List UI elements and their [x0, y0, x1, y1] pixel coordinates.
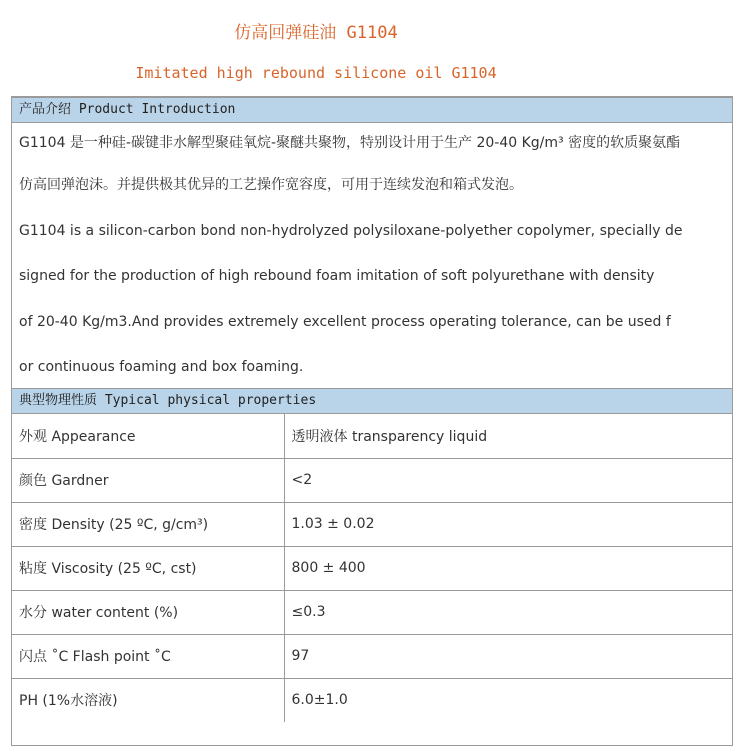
property-name: 外观 Appearance — [12, 414, 284, 458]
title-english: Imitated high rebound silicone oil G1104 — [135, 64, 497, 82]
section-header-properties: 典型物理性质 Typical physical properties — [12, 388, 732, 414]
intro-line: 仿高回弹泡沫。并提供极其优异的工艺操作宽容度，可用于连续发泡和箱式发泡。 — [19, 177, 523, 193]
intro-line: G1104 是一种硅-碳键非水解型聚硅氧烷-聚醚共聚物，特别设计用于生产 20-40 Kg/m³ 密度的软质聚氨酯 — [19, 135, 681, 151]
intro-line: signed for the production of high rebound foam imitation of soft polyurethane with density — [19, 268, 655, 284]
property-value: ≤0.3 — [284, 590, 732, 634]
property-name: 水分 water content (%) — [12, 590, 284, 634]
table-row — [12, 546, 732, 590]
intro-line: G1104 is a silicon-carbon bond non-hydrolyzed polysiloxane-polyether copolymer, specially de — [19, 222, 683, 239]
property-value: 1.03 ± 0.02 — [284, 502, 732, 546]
table-row — [12, 502, 732, 546]
introduction-body — [12, 123, 732, 381]
properties-table — [12, 414, 732, 722]
table-row — [12, 414, 732, 458]
table-row — [12, 678, 732, 722]
property-value: <2 — [284, 458, 732, 502]
property-value: 97 — [284, 634, 732, 678]
title-chinese: 仿高回弹硅油 G1104 — [234, 23, 398, 43]
property-value: 透明液体 transparency liquid — [284, 414, 732, 458]
property-value: 6.0±1.0 — [284, 678, 732, 722]
table-row — [12, 458, 732, 502]
property-name: 粘度 Viscosity (25 ºC, cst) — [12, 546, 284, 590]
product-sheet — [11, 96, 733, 746]
property-name: 闪点 ˚C Flash point ˚C — [12, 634, 284, 678]
table-row — [12, 590, 732, 634]
intro-line: or continuous foaming and box foaming. — [19, 359, 304, 375]
table-row — [12, 634, 732, 678]
property-value: 800 ± 400 — [284, 546, 732, 590]
property-name: PH (1%水溶液) — [12, 678, 284, 722]
property-name: 密度 Density (25 ºC, g/cm³) — [12, 502, 284, 546]
property-name: 颜色 Gardner — [12, 458, 284, 502]
section-header-introduction: 产品介绍 Product Introduction — [12, 97, 732, 123]
intro-line: of 20-40 Kg/m3.And provides extremely excellent process operating tolerance, can be used f — [19, 313, 671, 330]
